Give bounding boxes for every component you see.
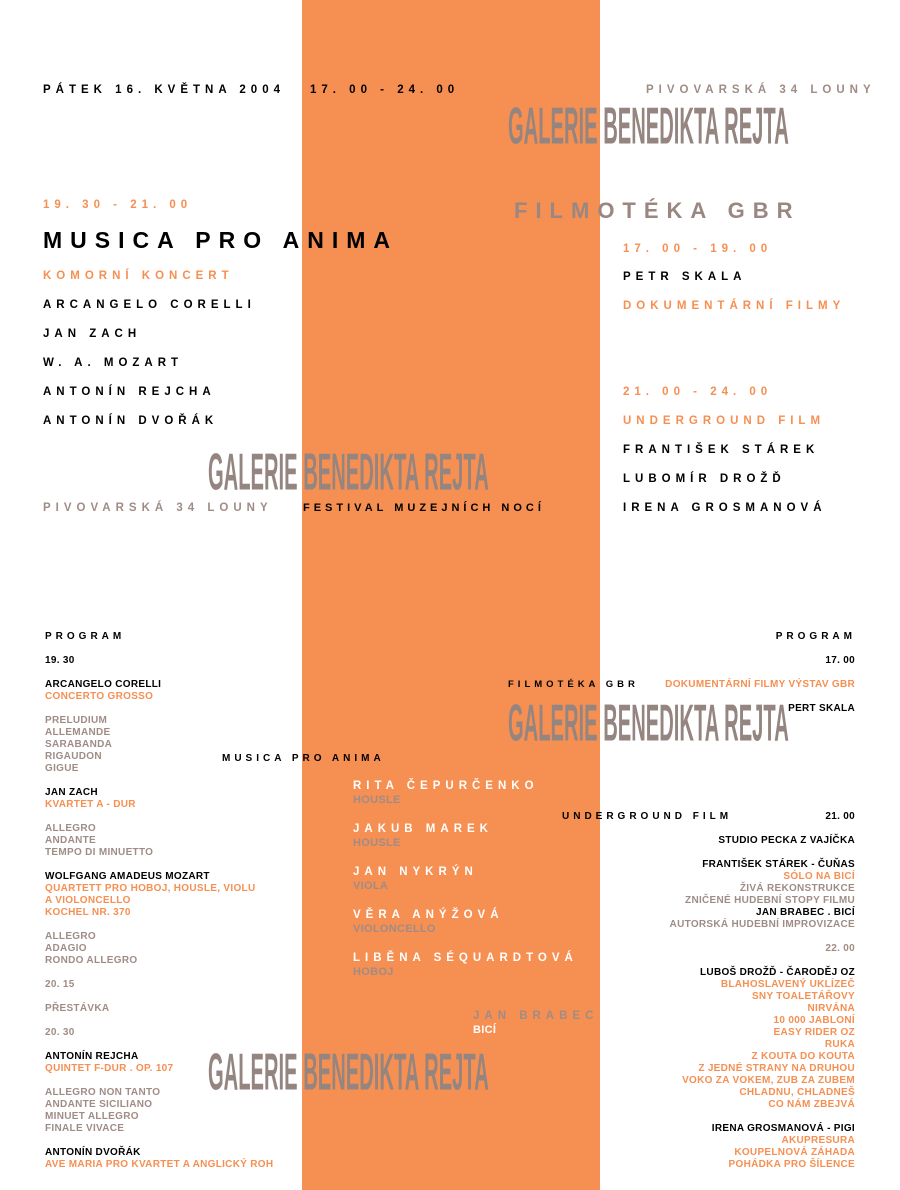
film-person-1: PETR SKALA bbox=[623, 271, 747, 283]
program-heading-right: PROGRAM bbox=[775, 631, 856, 642]
piece-work: QUARTETT PRO HOBOJ, HOUSLE, VIOLU A VIOLONCELLO KOCHEL NR. 370 bbox=[45, 883, 256, 918]
gallery-logo-mid: GALERIE BENEDIKTA REJTA bbox=[208, 441, 489, 502]
underground-heading: UNDERGROUND FILM bbox=[562, 811, 733, 822]
film-list: ŽIVÁ REKONSTRUKCE ZNIČENÉ HUDEBNÍ STOPY FILMU bbox=[685, 883, 855, 906]
program-time: 19. 30 bbox=[45, 655, 75, 666]
piece-work: QUINTET F-DUR . OP. 107 bbox=[45, 1063, 174, 1074]
event-date: PÁTEK 16. KVĚTNA 2004 bbox=[43, 84, 285, 96]
film-type-1: DOKUMENTÁRNÍ FILMY bbox=[623, 300, 846, 312]
piece-work: AVE MARIA PRO KVARTET A ANGLICKÝ ROH bbox=[45, 1159, 274, 1170]
piece-composer: ARCANGELO CORELLI bbox=[45, 679, 162, 690]
piece-composer: JAN ZACH bbox=[45, 787, 98, 798]
event-time: 17. 00 - 24. 00 bbox=[310, 84, 460, 96]
film-list: BLAHOSLAVENÝ UKLÍZEČ SNY TOALETÁŘOVY NIRVÁNA 10 000 JABLONÍ EASY RIDER OZ RUKA Z KOUTA DO KOUTA Z JEDNÉ STRANY NA DRUHOU VOKO ZA VOKEM, ZUB ZA ZUBEM CHLADNU, CHLADNEŠ CO NÁM ZBEJVÁ bbox=[682, 979, 855, 1110]
concert-title: MUSICA PRO ANIMA bbox=[43, 227, 399, 253]
filmoteka-title: FILMOTÉKA GBR bbox=[514, 198, 801, 223]
program-time: 20. 30 bbox=[45, 1027, 75, 1038]
composer: ANTONÍN REJCHA bbox=[43, 386, 216, 398]
film-item: AUTORSKÁ HUDEBNÍ IMPROVIZACE bbox=[669, 919, 855, 930]
member-instrument: HOBOJ bbox=[353, 966, 394, 978]
piece-composer: WOLFGANG AMADEUS MOZART bbox=[45, 871, 210, 882]
member-instrument: VIOLONCELLO bbox=[353, 923, 436, 935]
film-list: AKUPRESURA KOUPELNOVÁ ZÁHADA POHÁDKA PRO ŠÍLENCE bbox=[728, 1135, 855, 1170]
program-time: 17. 00 bbox=[825, 655, 855, 666]
composer: JAN ZACH bbox=[43, 328, 142, 340]
guest-instrument: BICÍ bbox=[473, 1024, 497, 1036]
film-time-2: 21. 00 - 24. 00 bbox=[623, 386, 773, 398]
film-person: FRANTIŠEK STÁREK bbox=[623, 444, 820, 456]
gallery-logo-bottom: GALERIE BENEDIKTA REJTA bbox=[208, 1041, 489, 1102]
gallery-logo-top: GALERIE BENEDIKTA REJTA bbox=[508, 95, 789, 156]
piece-composer: ANTONÍN REJCHA bbox=[45, 1051, 139, 1062]
concert-subtitle: KOMORNÍ KONCERT bbox=[43, 270, 234, 282]
person-name: IRENA GROSMANOVÁ - PIGI bbox=[711, 1123, 855, 1134]
film-time-1: 17. 00 - 19. 00 bbox=[623, 243, 773, 255]
intermission: PŘESTÁVKA bbox=[45, 1003, 110, 1014]
person-name: LUBOŠ DROŽĎ - ČARODĚJ OZ bbox=[700, 967, 855, 978]
member-instrument: HOUSLE bbox=[353, 794, 401, 806]
doc-films: DOKUMENTÁRNÍ FILMY VÝSTAV GBR bbox=[665, 679, 855, 690]
member-instrument: HOUSLE bbox=[353, 837, 401, 849]
guest-name: JAN BRABEC bbox=[473, 1010, 599, 1022]
header-address: PIVOVARSKÁ 34 LOUNY bbox=[646, 84, 876, 96]
member-instrument: VIOLA bbox=[353, 880, 389, 892]
program-time: 20. 15 bbox=[45, 979, 75, 990]
composer: ANTONÍN DVOŘÁK bbox=[43, 415, 219, 427]
person-name: JAN BRABEC . BICÍ bbox=[756, 907, 855, 918]
film-person: IRENA GROSMANOVÁ bbox=[623, 502, 827, 514]
piece-composer: ANTONÍN DVOŘÁK bbox=[45, 1147, 141, 1158]
piece-work: CONCERTO GROSSO bbox=[45, 691, 154, 702]
person-name: PERT SKALA bbox=[788, 703, 855, 714]
program-time: 21. 00 bbox=[825, 811, 855, 822]
program-time: 22. 00 bbox=[825, 943, 855, 954]
composer: W. A. MOZART bbox=[43, 357, 184, 369]
piece-movements: PRELUDIUM ALLEMANDE SARABANDA RIGAUDON GIGUE bbox=[45, 715, 113, 774]
piece-movements: ALLEGRO NON TANTO ANDANTE SICILIANO MINUET ALLEGRO FINALE VIVACE bbox=[45, 1087, 161, 1134]
mid-address: PIVOVARSKÁ 34 LOUNY bbox=[43, 502, 273, 514]
studio-name: STUDIO PECKA Z VAJÍČKA bbox=[718, 835, 855, 846]
member-name: VĚRA ANÝŽOVÁ bbox=[353, 909, 504, 921]
member-name: RITA ČEPURČENKO bbox=[353, 780, 539, 792]
program-heading-left: PROGRAM bbox=[45, 631, 126, 642]
composer: ARCANGELO CORELLI bbox=[43, 299, 256, 311]
film-list: SÓLO NA BICÍ bbox=[783, 871, 855, 882]
piece-movements: ALLEGRO ANDANTE TEMPO DI MINUETTO bbox=[45, 823, 154, 858]
film-person: LUBOMÍR DROŽĎ bbox=[623, 473, 786, 485]
member-name: JAKUB MAREK bbox=[353, 823, 493, 835]
festival-name: FESTIVAL MUZEJNÍCH NOCÍ bbox=[303, 502, 545, 514]
film-type-2: UNDERGROUND FILM bbox=[623, 415, 826, 427]
member-name: LIBĚNA SÉQUARDTOVÁ bbox=[353, 952, 578, 964]
piece-work: KVARTET A - DUR bbox=[45, 799, 136, 810]
person-name: FRANTIŠEK STÁREK - ČUŇAS bbox=[702, 859, 855, 870]
member-name: JAN NYKRÝN bbox=[353, 866, 478, 878]
piece-movements: ALLEGRO ADAGIO RONDO ALLEGRO bbox=[45, 931, 138, 966]
concert-time: 19. 30 - 21. 00 bbox=[43, 199, 193, 211]
gallery-logo-right: GALERIE BENEDIKTA REJTA bbox=[508, 692, 789, 753]
ensemble-title: MUSICA PRO ANIMA bbox=[222, 753, 385, 764]
filmoteka-small: FILMOTÉKA GBR bbox=[508, 679, 639, 690]
